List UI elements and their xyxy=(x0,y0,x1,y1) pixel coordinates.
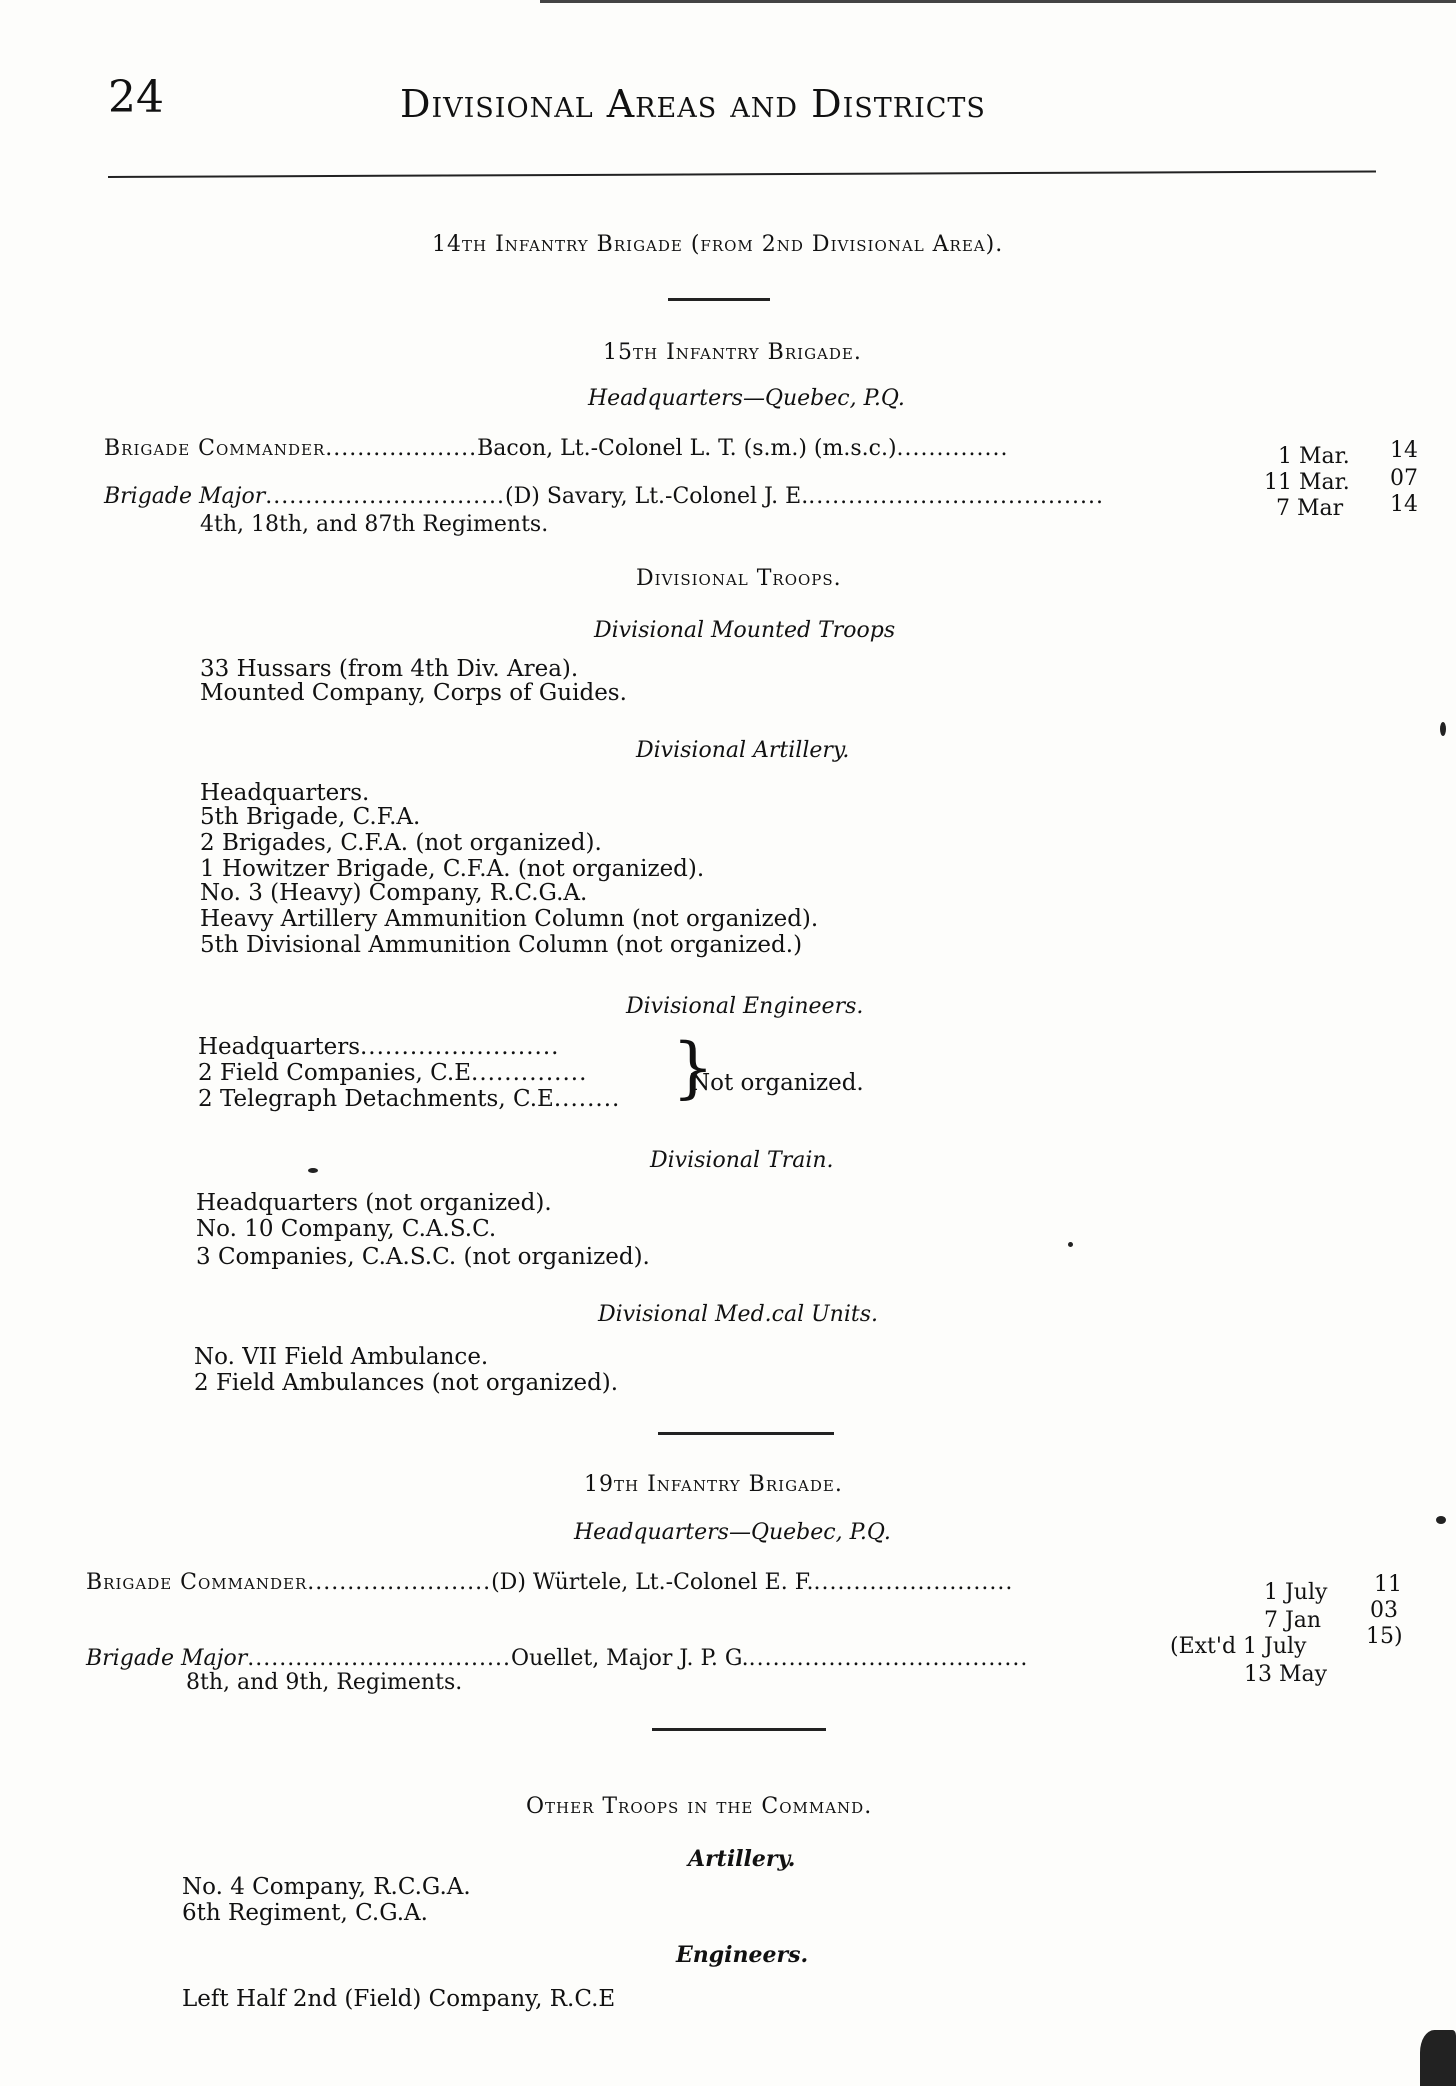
major-name: (D) Savary, Lt.-Colonel J. E. xyxy=(505,484,809,509)
leader-dots: .............. xyxy=(896,436,1009,461)
other-engineers-heading: Engineers. xyxy=(676,1942,809,1968)
mounted-troops-heading: Divisional Mounted Troops xyxy=(594,618,896,643)
commander-label: Brigade Commander xyxy=(86,1570,308,1595)
running-head: Divisional Areas and Districts xyxy=(400,82,986,126)
brigade-14-heading: 14th Infantry Brigade (from 2nd Divisional Area). xyxy=(432,232,1004,257)
artillery-heading: Divisional Artillery. xyxy=(636,738,850,763)
engineers-item: 2 Telegraph Detachments, C.E........ xyxy=(198,1086,621,1112)
brigade-19-major-row xyxy=(86,1646,1028,1671)
brigade-19-heading: 19th Infantry Brigade. xyxy=(584,1472,843,1497)
leader-dots: ........................ xyxy=(360,1034,560,1060)
page-number: 24 xyxy=(108,72,164,123)
mounted-item: Mounted Company, Corps of Guides. xyxy=(200,680,627,706)
extra-year: 07 xyxy=(1390,466,1418,491)
mounted-item: 33 Hussars (from 4th Div. Area). xyxy=(200,656,579,682)
medical-item: No. VII Field Ambulance. xyxy=(194,1344,489,1370)
artillery-item: Headquarters. xyxy=(200,780,370,806)
artillery-item: No. 3 (Heavy) Company, R.C.G.A. xyxy=(200,880,588,906)
medical-heading: Divisional Med.cal Units. xyxy=(598,1302,878,1327)
brigade-19-commander-row xyxy=(86,1570,1013,1595)
section-divider xyxy=(668,298,770,301)
right-brace: } xyxy=(672,1029,714,1106)
brigade-15-heading: 15th Infantry Brigade. xyxy=(603,340,862,365)
engineers-note: Not organized. xyxy=(690,1070,864,1096)
scan-edge-line xyxy=(540,0,1456,3)
engineers-item: Headquarters........................ xyxy=(198,1034,560,1060)
brigade-19-regiments: 8th, and 9th, Regiments. xyxy=(186,1670,463,1695)
leader-dots: ................................. xyxy=(247,1646,512,1671)
leader-dots: ................... xyxy=(325,436,478,461)
commander-name: (D) Würtele, Lt.-Colonel E. F. xyxy=(491,1570,814,1595)
major-label: Brigade Major xyxy=(104,484,266,509)
train-item: 3 Companies, C.A.S.C. (not organized). xyxy=(196,1244,650,1270)
divisional-troops-heading: Divisional Troops. xyxy=(636,566,842,591)
header-rule xyxy=(108,170,1376,178)
train-item: Headquarters (not organized). xyxy=(196,1190,552,1216)
extra-year: 03 xyxy=(1370,1598,1398,1623)
other-engineers-item: Left Half 2nd (Field) Company, R.C.E xyxy=(182,1986,616,2012)
commander-name: Bacon, Lt.-Colonel L. T. (s.m.) (m.s.c.) xyxy=(477,436,897,461)
other-artillery-item: No. 4 Company, R.C.G.A. xyxy=(182,1874,471,1900)
commander-date: 1 Mar. xyxy=(1278,444,1350,469)
extra-date: 11 Mar. xyxy=(1264,470,1350,495)
scan-speck xyxy=(1068,1242,1073,1247)
extra-date: 7 Jan xyxy=(1264,1608,1322,1633)
engineers-heading: Divisional Engineers. xyxy=(626,994,864,1019)
leader-dots: .............. xyxy=(471,1060,588,1086)
extended-year: 15) xyxy=(1366,1624,1403,1649)
brigade-15-regiments: 4th, 18th, and 87th Regiments. xyxy=(200,512,549,537)
artillery-item: 5th Divisional Ammunition Column (not organized.) xyxy=(200,932,803,958)
scan-speck xyxy=(308,1168,318,1173)
commander-year: 14 xyxy=(1390,438,1418,463)
leader-dots: ......................... xyxy=(813,1570,1014,1595)
major-name: Ouellet, Major J. P. G. xyxy=(511,1646,749,1671)
brigade-15-commander-row xyxy=(104,436,1008,461)
major-year: 14 xyxy=(1390,492,1418,517)
other-artillery-heading: Artillery. xyxy=(688,1846,796,1872)
brigade-15-major-row xyxy=(104,484,1104,509)
commander-year: 11 xyxy=(1374,1572,1402,1597)
section-divider xyxy=(652,1728,826,1731)
leader-dots: ....................... xyxy=(307,1570,492,1595)
leader-dots: .............................. xyxy=(265,484,506,509)
scan-speck xyxy=(1436,1516,1446,1524)
train-heading: Divisional Train. xyxy=(650,1148,834,1173)
commander-date: 1 July xyxy=(1264,1580,1328,1605)
artillery-item: 2 Brigades, C.F.A. (not organized). xyxy=(200,830,602,856)
other-artillery-item: 6th Regiment, C.G.A. xyxy=(182,1900,428,1926)
brigade-19-headquarters: Headquarters—Quebec, P.Q. xyxy=(574,1520,891,1545)
leader-dots: ..................................... xyxy=(808,484,1104,509)
leader-dots: ........ xyxy=(553,1086,621,1112)
commander-label: Brigade Commander xyxy=(104,436,326,461)
major-date: 7 Mar xyxy=(1276,496,1344,521)
artillery-item: 1 Howitzer Brigade, C.F.A. (not organized). xyxy=(200,856,705,882)
scan-speck xyxy=(1440,722,1446,736)
extended-date: (Ext'd 1 July xyxy=(1170,1634,1307,1659)
artillery-item: Heavy Artillery Ammunition Column (not organized). xyxy=(200,906,819,932)
other-troops-heading: Other Troops in the Command. xyxy=(526,1794,873,1819)
brigade-15-headquarters: Headquarters—Quebec, P.Q. xyxy=(588,386,905,411)
artillery-item: 5th Brigade, C.F.A. xyxy=(200,804,421,830)
train-item: No. 10 Company, C.A.S.C. xyxy=(196,1216,497,1242)
section-divider xyxy=(658,1432,834,1435)
scan-speck xyxy=(1420,2030,1456,2086)
engineers-item: 2 Field Companies, C.E.............. xyxy=(198,1060,588,1086)
major-date: 13 May xyxy=(1244,1662,1328,1687)
medical-item: 2 Field Ambulances (not organized). xyxy=(194,1370,619,1396)
leader-dots: ................................... xyxy=(748,1646,1029,1671)
major-label: Brigade Major xyxy=(86,1646,248,1671)
